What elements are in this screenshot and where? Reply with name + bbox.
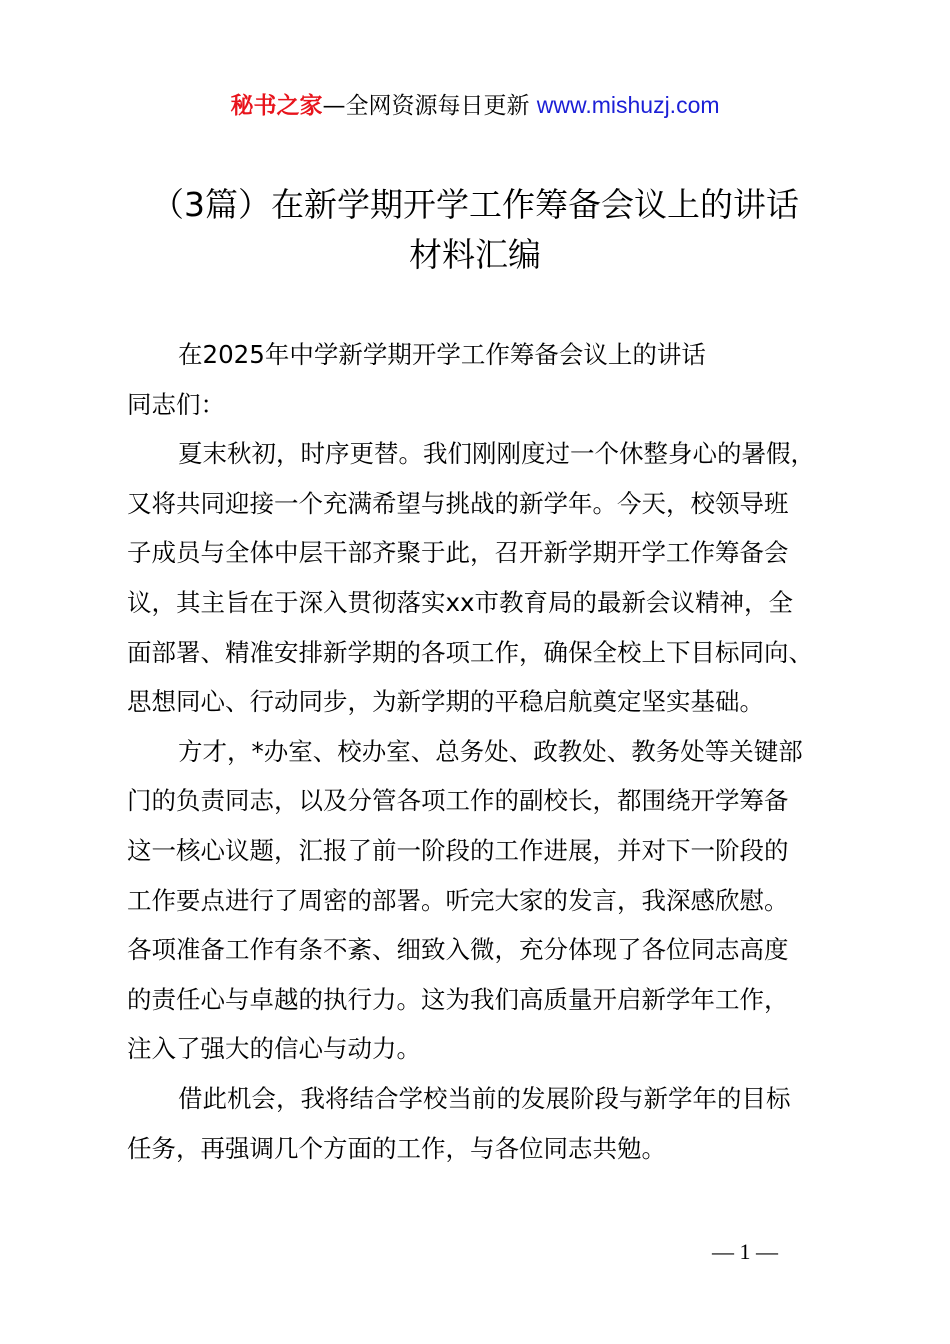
salutation: 同志们： xyxy=(127,389,225,419)
body-line: 借此机会，我将结合学校当前的发展阶段与新学年的目标 xyxy=(178,1083,791,1113)
body-line: 的责任心与卓越的执行力。这为我们高质量开启新学年工作， xyxy=(127,984,789,1014)
body-line: 面部署、精准安排新学期的各项工作，确保全校上下目标同向、 xyxy=(127,637,813,667)
body-line: 又将共同迎接一个充满希望与挑战的新学年。今天，校领导班 xyxy=(127,488,789,518)
body-line: 议，其主旨在于深入贯彻落实xx市教育局的最新会议精神，全 xyxy=(127,587,793,617)
body-line: 方才，*办室、校办室、总务处、政教处、教务处等关键部 xyxy=(178,736,803,766)
body-line: 子成员与全体中层干部齐聚于此，召开新学期开学工作筹备会 xyxy=(127,538,789,568)
body-line: 门的负责同志，以及分管各项工作的副校长，都围绕开学筹备 xyxy=(127,786,789,816)
document-body xyxy=(127,330,852,1173)
document-title xyxy=(60,180,890,280)
site-header xyxy=(0,88,950,123)
body-line: 各项准备工作有条不紊、细致入微，充分体现了各位同志高度 xyxy=(127,935,789,965)
site-tagline: —全网资源每日更新 xyxy=(322,93,537,119)
body-line: 夏末秋初，时序更替。我们刚刚度过一个休整身心的暑假， xyxy=(178,439,815,469)
body-line: 这一核心议题，汇报了前一阶段的工作进展，并对下一阶段的 xyxy=(127,835,789,865)
speech-heading: 在2025年中学新学期开学工作筹备会议上的讲话 xyxy=(178,340,706,369)
body-line: 注入了强大的信心与动力。 xyxy=(127,1034,421,1064)
body-line: 思想同心、行动同步，为新学期的平稳启航奠定坚实基础。 xyxy=(127,687,764,717)
site-url-link[interactable]: www.mishuzj.com xyxy=(536,92,720,118)
title-line-1: （3篇）在新学期开学工作筹备会议上的讲话 xyxy=(151,185,799,224)
title-line-2: 材料汇编 xyxy=(409,235,541,274)
site-brand: 秘书之家 xyxy=(230,93,323,119)
body-line: 工作要点进行了周密的部署。听完大家的发言，我深感欣慰。 xyxy=(127,885,789,915)
body-line: 任务，再强调几个方面的工作，与各位同志共勉。 xyxy=(127,1133,666,1163)
page-number: — 1 — xyxy=(712,1239,778,1264)
